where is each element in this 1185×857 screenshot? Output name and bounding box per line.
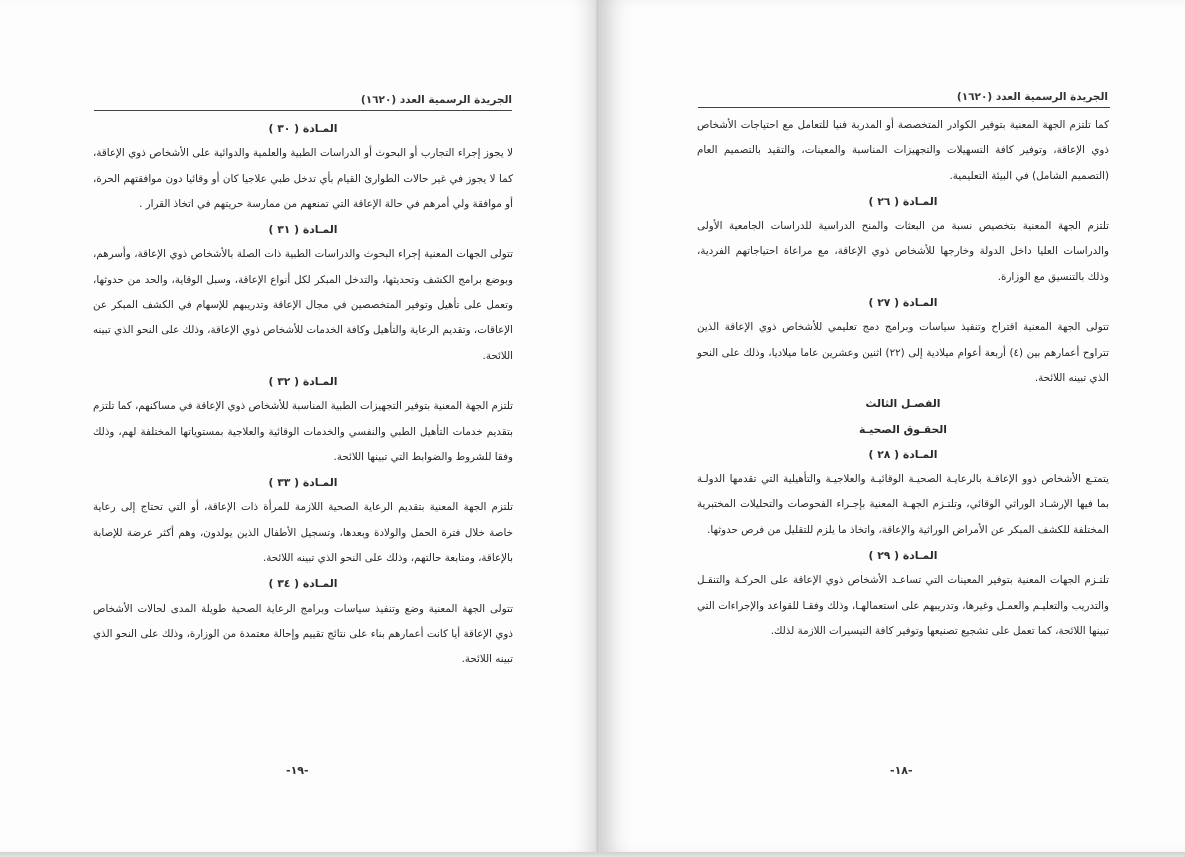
- article-33-text: تلتزم الجهة المعنية بتقديم الرعاية الصحية اللازمة للمرأة ذات الإعاقة، أو التي تحتاج إلى رعاية خاصة خلال فترة الحمل والولادة وبعدها، وتسجيل الأطفال الذين يولدون، وهم أكثر عرضة للإصابة بالإعاقة، ومتابعة حالتهم، وذلك على النحو الذي تبينه اللائحة.: [93, 501, 513, 565]
- article-31-text: تتولى الجهات المعنية إجراء البحوث والدراسات الطبية ذات الصلة بالأشخاص ذوي الإعاقة، وأسرهم، وبوضع برامج الكشف وتحديثها، والتدخل المبكر لكل أنواع الإعاقة، وسبل الوقاية، والحد من حدوثها، وتعمل على تأهيل وتوفير المتخصصين في مجال الإعاقة وتدريبهم للإسهام في الكشف المبكر عن الإعاقات، وتقديم الرعاية والتأهيل وكافة الخدمات للأشخاص ذوي الإعاقة، وذلك على النحو الذي تبينه اللائحة.: [93, 248, 513, 362]
- page-bottom-edge: [0, 852, 1185, 857]
- left-page-body: [93, 116, 513, 673]
- article-29-text: تلتـزم الجهات المعنية بتوفير المعينات التي تساعـد الأشخاص ذوي الإعاقة على الحركـة والتنقـل والتدريب والتعليـم والعمـل وغيرها، وتدريبهم على استعمالهـا، وذلك وفقـا للقواعد والإجراءات التي تبينها اللائحة، كما تعمل على تشجيع تصنيعها وتوفير كافة التيسيرات اللازمة لذلك.: [697, 574, 1109, 637]
- article-30-heading: المـادة ( ٣٠ ): [268, 122, 338, 135]
- article-31-heading: المـادة ( ٣١ ): [268, 223, 338, 237]
- article-26-text: تلتزم الجهة المعنية بتخصيص نسبة من البعثات والمنح الدراسية للدراسات الجامعية الأولى والدراسات العليا داخل الدولة وخارجها للأشخاص ذوي الإعاقة، مع مراعاة احتياجاتهم الفردية، وذلك بالتنسيق مع الوزارة.: [697, 220, 1109, 283]
- article-33-heading: المـادة ( ٣٣ ): [268, 476, 338, 490]
- right-page-body: [697, 113, 1109, 644]
- right-page: [600, 0, 1185, 852]
- left-header-rule: [94, 110, 512, 111]
- right-header-rule: [698, 107, 1110, 108]
- article-30-text: لا يجوز إجراء التجارب أو البحوث أو الدراسات الطبية والعلمية والدوائية على الأشخاص ذوي الإعاقة، كما لا يجوز في غير حالات الطوارئ القيام بأي تدخل طبي علاجيا كان أو وقائيا دون موافقتهم الحرة، أو موافقة ولي أمرهم في حالة الإعاقة التي تمنعهم من ممارسة حريتهم في اتخاذ القرار .: [93, 147, 513, 210]
- article-34-heading: المـادة ( ٣٤ ): [268, 577, 338, 591]
- article-34-text: تتولى الجهة المعنية وضع وتنفيذ سياسات وبرامج الرعاية الصحية طويلة المدى لحالات الأشخاص ذوي الإعاقة أيا كانت أعمارهم بناء على نتائج تقييم وإحالة معتمدة من الوزارة، وذلك على النحو الذي تبينه اللائحة.: [93, 602, 513, 666]
- right-page-number: -١٨-: [890, 764, 913, 777]
- article-32-heading: المـادة ( ٣٢ ): [268, 374, 338, 388]
- article-28-heading: المـادة ( ٢٨ ): [868, 447, 938, 461]
- article-25-continuation-text: كما تلتزم الجهة المعنية بتوفير الكوادر المتخصصة أو المدربة فنيا للتعامل مع احتياجات الأشخاص ذوي الإعاقة، وتوفير كافة التسهيلات والتجهيزات المناسبة والمعينات، والتقيد بالتصميم العام (التصميم الشامل) في البيئة التعليمية.: [697, 119, 1109, 182]
- article-32-text: تلتزم الجهة المعنية بتوفير التجهيزات الطبية المناسبة للأشخاص ذوي الإعاقة في مساكنهم، كما تلتزم بتقديم خدمات التأهيل الطبي والنفسي والخدمات الوقائية والعلاجية بمستوياتها المختلفة لهم، وذلك وفقا للشروط والضوابط التي تبينها اللائحة.: [93, 400, 513, 463]
- right-page-header: الجريدة الرسمية العدد (١٦٢٠): [956, 91, 1108, 103]
- article-26-heading: المـادة ( ٢٦ ): [868, 194, 938, 208]
- chapter-three-heading: الفصـل الثالث: [865, 397, 941, 411]
- health-rights-heading: الحقـوق الصحيـة: [859, 422, 947, 436]
- article-29-heading: المـادة ( ٢٩ ): [868, 549, 938, 563]
- article-27-heading: المـادة ( ٢٧ ): [868, 296, 938, 310]
- article-27-text: تتولى الجهة المعنية اقتراح وتنفيذ سياسات وبرامج دمج تعليمي للأشخاص ذوي الإعاقة الذين تتراوح أعمارهم بين (٤) أربعة أعوام ميلادية إلى (٢٢) اثنين وعشرين عاما ميلاديا، وذلك على النحو الذي تبينه اللائحة.: [697, 321, 1110, 384]
- left-page-number: -١٩-: [286, 764, 309, 777]
- left-page-header: الجريدة الرسمية العدد (١٦٢٠): [360, 94, 512, 106]
- article-28-text: يتمتـع الأشخاص ذوو الإعاقـة بالرعايـة الصحيـة الوقائيـة والعلاجيـة والتأهيلية التي تقدمها الدولـة بما فيها الإرشـاد الوراثي الوقائي، وتلتـزم الجهـة المعنية بإجـراء الفحوصات والتحليلات المختبرية المختلفة للكشف المبكر عن الأمراض الوراثية والإعاقة، واتخاذ ما يلزم للتقليل من فرص حدوثها.: [697, 473, 1109, 536]
